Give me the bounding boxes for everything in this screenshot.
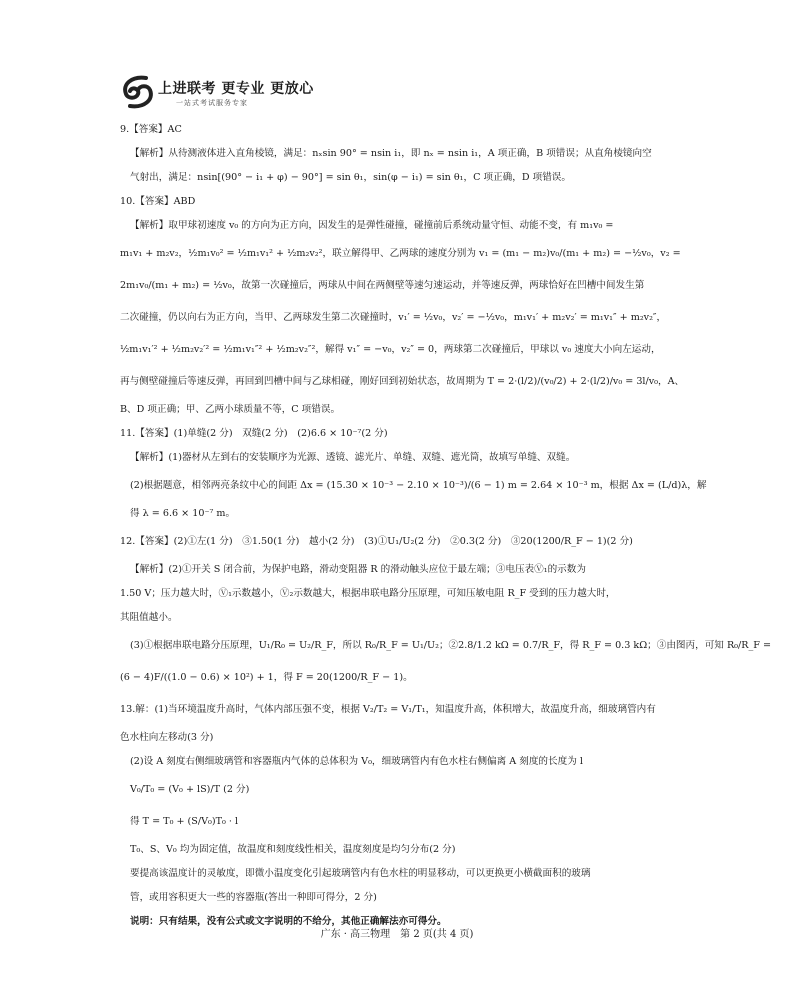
brand-subtitle: 一站式考试服务专家 [176, 99, 248, 107]
answer-content [120, 118, 772, 934]
text-line: (2)根据题意，相邻两亮条纹中心的间距 Δx = (15.30 × 10⁻³ − 2.10 × 10⁻³)/(6 − 1) m = 2.64 × 10⁻³ m，根据 Δx = (L/d)λ，解 [130, 480, 707, 491]
text-line: 13.解：(1)当环境温度升高时，气体内部压强不变，根据 V₂/T₂ = V₁/T₁，知温度升高，体积增大，故温度升高，细玻璃管内有 [120, 704, 656, 715]
text-line: 【解析】(2)①开关 S 闭合前，为保护电路，滑动变阻器 R 的滑动触头应位于最左端；③电压表Ⓥ₁的示数为 [130, 564, 586, 575]
text-line: B、D 项正确；甲、乙两小球质量不等，C 项错误。 [120, 404, 341, 415]
text-line: m₁v₁ + m₂v₂，½m₁v₀² = ½m₁v₁² + ½m₂v₂²，联立解得甲、乙两球的速度分别为 v₁ = (m₁ − m₂)v₀/(m₁ + m₂) = −½v₀，v₂ = [120, 248, 681, 259]
text-line: 要提高该温度计的灵敏度，即微小温度变化引起玻璃管内有色水柱的明显移动，可以更换更小横截面积的玻璃 [130, 868, 591, 879]
text-line: 气射出，满足：nsin[(90° − i₁ + φ) − 90°] = sin θ₁，sin(φ − i₁) = sin θ₁，C 项正确，D 项错误。 [130, 172, 571, 183]
logo-swirl-icon [118, 72, 158, 112]
page-header [118, 72, 358, 112]
text-line: V₀/T₀ = (V₀ + lS)/T (2 分) [130, 784, 250, 795]
text-line: 2m₁v₀/(m₁ + m₂) = ½v₀，故第一次碰撞后，两球从中间在两侧壁等速匀速运动，并等速反弹，两球恰好在凹槽中间发生第 [120, 280, 645, 291]
text-line: (3)①根据串联电路分压原理，U₁/R₀ = U₂/R_F，所以 R₀/R_F = U₁/U₂；②2.8/1.2 kΩ = 0.7/R_F，得 R_F = 0.3 kΩ；③由图丙，可知 R₀/R_F = [130, 640, 772, 651]
brand-title: 上进联考 更专业 更放心 [158, 81, 314, 97]
text-line: 12.【答案】(2)①左(1 分) ③1.50(1 分) 越小(2 分) (3)①U₁/U₂(2 分) ②0.3(2 分) ③20(1200/R_F − 1)(2 分) [120, 536, 633, 547]
text-line: 11.【答案】(1)单缝(2 分) 双缝(2 分) (2)6.6 × 10⁻⁷(2 分) [120, 428, 388, 439]
text-line: 色水柱向左移动(3 分) [120, 732, 214, 743]
page-footer: 广东 · 高三物理 第 2 页(共 4 页) [320, 929, 474, 940]
text-line: T₀、S、V₀ 均为固定值，故温度和刻度线性相关，温度刻度是均匀分布(2 分) [130, 844, 456, 855]
text-line: ½m₁v₁′² + ½m₂v₂′² = ½m₁v₁″² + ½m₂v₂″²，解得 v₁″ = −v₀，v₂″ = 0，两球第二次碰撞后，甲球以 v₀ 速度大小向左运动， [120, 344, 661, 355]
text-line: 【解析】从待测液体进入直角棱镜，满足：nₓsin 90° = nsin i₁，即 nₓ = nsin i₁，A 项正确，B 项错误；从直角棱镜向空 [130, 148, 652, 159]
text-line: 9.【答案】AC [120, 124, 182, 135]
text-line: 10.【答案】ABD [120, 196, 196, 207]
text-line: (6 − 4)F/((1.0 − 0.6) × 10²) + 1，得 F = 20(1200/R_F − 1)。 [120, 672, 413, 683]
text-line: 得 T = T₀ + (S/V₀)T₀ · l [130, 816, 239, 827]
text-line: 二次碰撞，仍以向右为正方向，当甲、乙两球发生第二次碰撞时，v₁′ = ½v₀，v₂′ = −½v₀，m₁v₁′ + m₂v₂′ = m₁v₁″ + m₂v₂″， [120, 312, 667, 323]
text-line: 管，或用容积更大一些的容器瓶(答出一种即可得分，2 分) [130, 892, 377, 903]
text-line: (2)设 A 刻度右侧细玻璃管和容器瓶内气体的总体积为 V₀，细玻璃管内有色水柱右侧偏离 A 刻度的长度为 l [130, 756, 583, 767]
text-line: 1.50 V；压力越大时，Ⓥ₁示数越小，Ⓥ₂示数越大，根据串联电路分压原理，可知压敏电阻 R_F 受到的压力越大时， [120, 588, 616, 599]
text-line: 得 λ = 6.6 × 10⁻⁷ m。 [130, 508, 236, 519]
text-line: 说明：只有结果，没有公式或文字说明的不给分，其他正确解法亦可得分。 [130, 916, 447, 927]
text-line: 【解析】取甲球初速度 v₀ 的方向为正方向，因发生的是弹性碰撞，碰撞前后系统动量守恒、动能不变，有 m₁v₀ = [130, 220, 614, 231]
text-line: 【解析】(1)器材从左到右的安装顺序为光源、透镜、滤光片、单缝、双缝、遮光筒，故填写单缝、双缝。 [130, 452, 576, 463]
text-line: 再与侧壁碰撞后等速反弹，再回到凹槽中间与乙球相碰，刚好回到初始状态，故周期为 T = 2·(l/2)/(v₀/2) + 2·(l/2)/v₀ = 3l/v₀，A、 [120, 376, 685, 387]
text-line: 其阻值越小。 [120, 612, 178, 623]
